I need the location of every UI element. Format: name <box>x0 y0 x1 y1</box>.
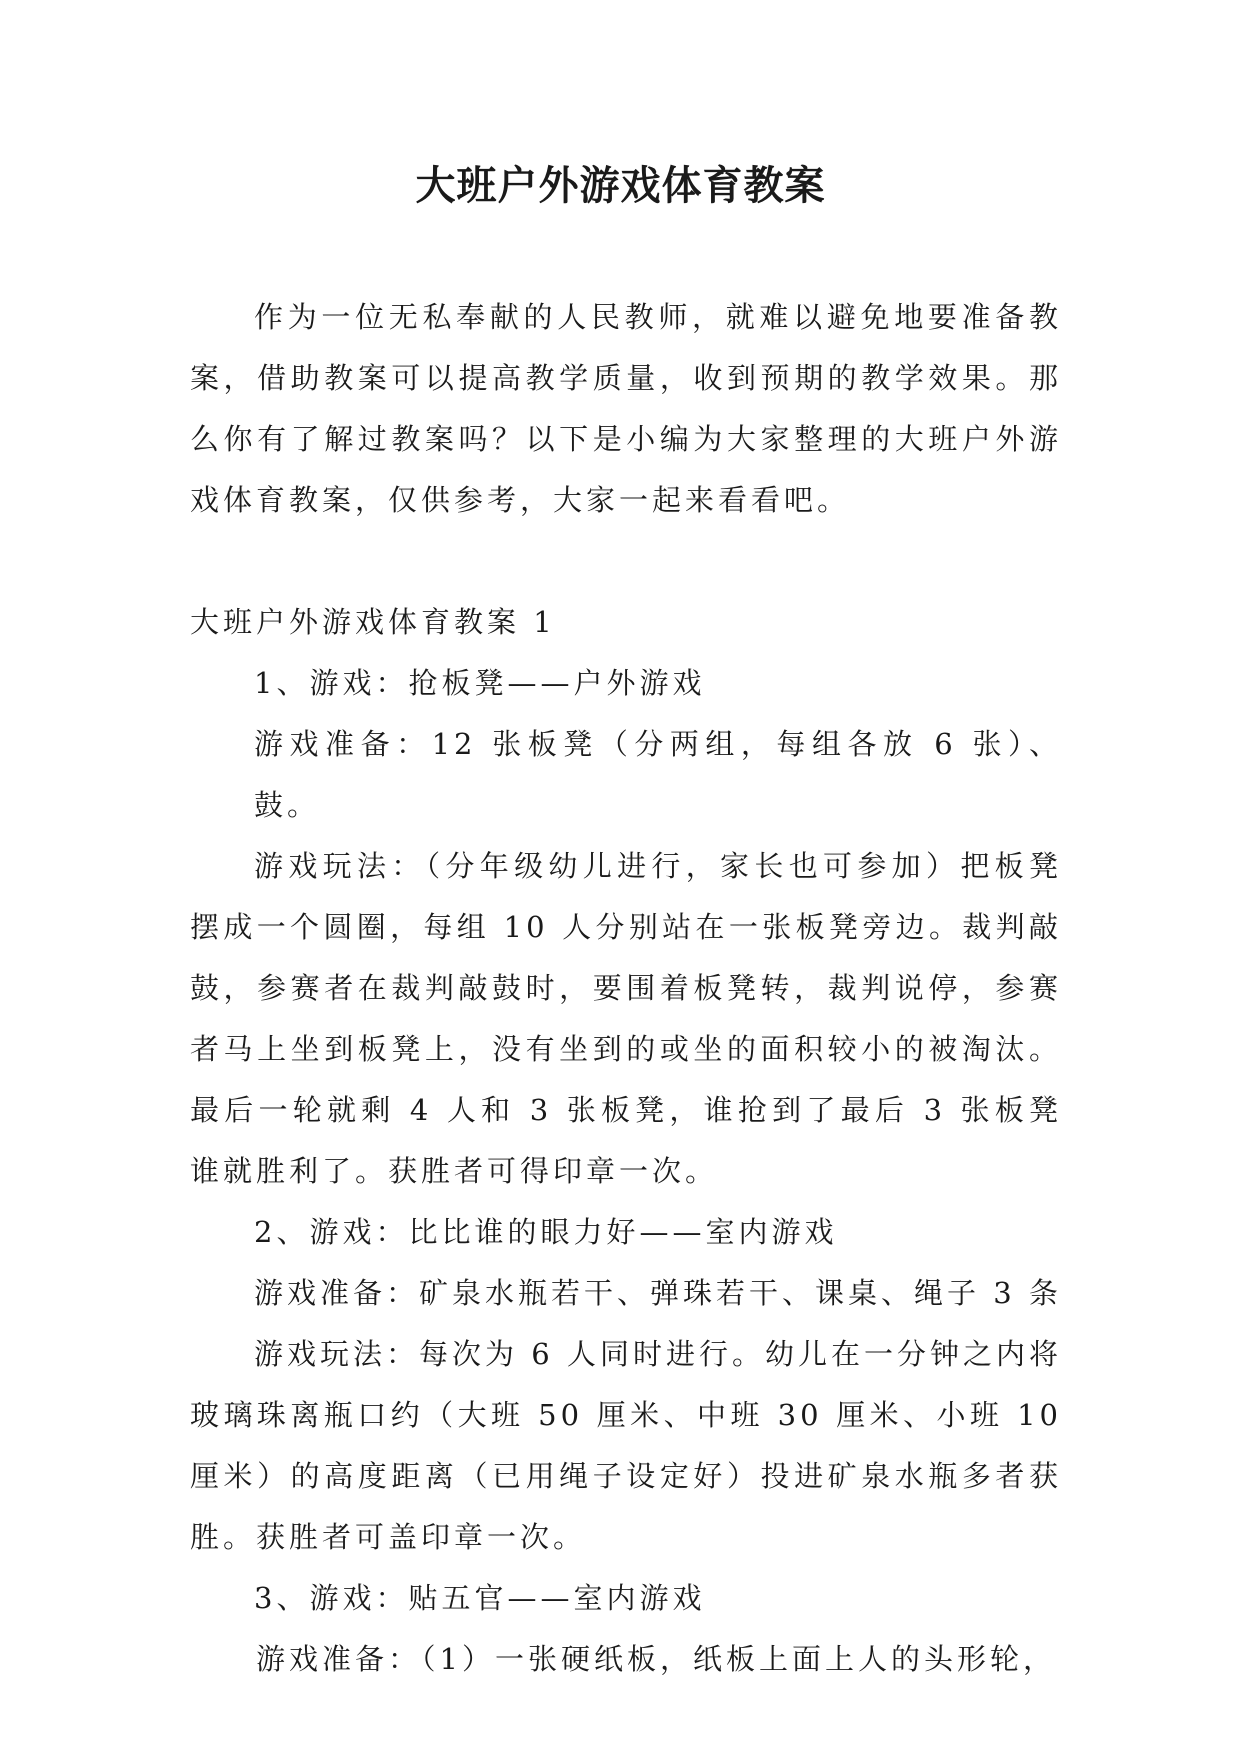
game3-prep: 游戏准备：（1）一张硬纸板，纸板上面上人的头形轮， <box>256 1642 1056 1676</box>
game2-prep: 游戏准备：矿泉水瓶若干、弹珠若干、课桌、绳子 3 条 <box>254 1276 1062 1310</box>
game2-play: 游戏玩法：每次为 6 人同时进行。幼儿在一分钟之内将玻璃珠离瓶口约（大班 50 厘米、中班 30 厘米、小班 10 厘米）的高度距离（已用绳子设定好）投进矿泉水瓶多者获胜。获胜者可盖印章一次。 <box>190 1337 1062 1554</box>
section-heading: 大班户外游戏体育教案 1 <box>190 605 556 639</box>
game2-heading: 2、游戏：比比谁的眼力好——室内游戏 <box>254 1215 838 1249</box>
paragraph-gap <box>190 531 1062 592</box>
document-body <box>190 287 1062 1690</box>
document-title: 大班户外游戏体育教案 <box>415 163 826 209</box>
intro-paragraph: 作为一位无私奉献的人民教师，就难以避免地要准备教案，借助教案可以提高教学质量，收到预期的教学效果。那么你有了解过教案吗？以下是小编为大家整理的大班户外游戏体育教案，仅供参考，大家一起来看看吧。 <box>190 300 1062 517</box>
game1-prep: 游戏准备：12 张板凳（分两组，每组各放 6 张）、鼓。 <box>254 727 1062 822</box>
game1-heading: 1、游戏：抢板凳——户外游戏 <box>254 666 706 700</box>
game3-heading: 3、游戏：贴五官——室内游戏 <box>254 1581 706 1615</box>
game1-play: 游戏玩法：（分年级幼儿进行，家长也可参加）把板凳摆成一个圆圈，每组 10 人分别站在一张板凳旁边。裁判敲鼓，参赛者在裁判敲鼓时，要围着板凳转，裁判说停，参赛者马上坐到板凳上，没有坐到的或坐的面积较小的被淘汰。最后一轮就剩 4 人和 3 张板凳，谁抢到了最后 3 张板凳谁就胜利了。获胜者可得印章一次。 <box>190 849 1062 1188</box>
